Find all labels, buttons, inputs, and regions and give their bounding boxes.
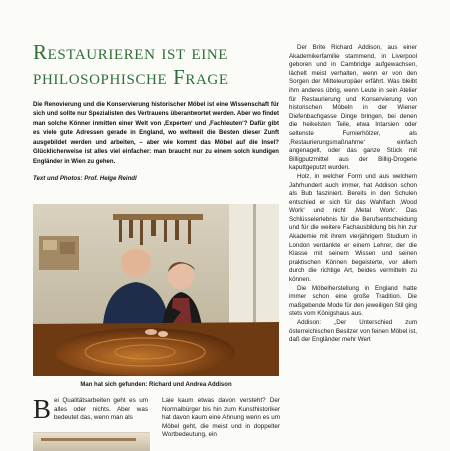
drop-cap: B xyxy=(33,394,52,424)
article-headline xyxy=(33,40,279,90)
author-credit: Text und Photos: Prof. Helge Reindl xyxy=(33,175,137,183)
paragraph: Addison: „Der Unterschied zum österreichischen Besitzer von feinen Möbel ist, daß der Engländer mehr Wert xyxy=(289,319,417,344)
headline-line-1: Restaurieren ist eine xyxy=(33,40,229,64)
workshop-photo xyxy=(33,204,279,376)
body-column-3 xyxy=(289,44,417,345)
photo-illustration xyxy=(33,204,279,376)
headline-line-2: philosophische Frage xyxy=(33,65,229,89)
paragraph: Holz, in welcher Form und aus welchem Jahrhundert auch immer, hat Addison schon als Bub fasziniert. Bereits in den Schulen entschied er sich für das Wahlfach ‚Wood Work‘ und nicht ‚Metal Work‘. Das Schlüsselerlebnis für die Berufsentscheidung und für die weitere Fachausbildung bis hin zur Akademie mit ihrem vierjährigem Studium in London verdankte er einem Lehrer, der die Klasse mit seinem Wissen und seinen praktischen Können begeisterte, vor allem durch die richtige Art, beides vermitteln zu können. xyxy=(289,172,417,284)
paragraph: Die Möbelherstellung in England hatte immer schon eine große Tradition. Die maßgebende Mode für den jeweiligen Stil ging stets vom Königshaus aus. xyxy=(289,284,417,318)
photo-caption: Man hat sich gefunden: Richard und Andrea Addison xyxy=(80,382,232,388)
paragraph: Der Brite Richard Addison, aus einer Akademikerfamilie stammend, in Liverpool geboren und in Cambridge aufgewachsen, lächelt meist verhalten, wenn er von den Sorgen der Mitteleuropäer erfährt. Was bleibt ihm anderes übrig, wenn Leute in sein Atelier für Restaurierung und Konservierung von historischen Möbeln in der Wiener Diefenbachgasse Dinge bringen, bei denen die heikelsten Teile, etwa Intarsien oder seltenste Furnierhölzer, als ‚Restaurierungsmaßnahme‘ einfach angenagelt, oder das ganze Stück mit Billigputzmittel aus der Billig-Drogerie kaputtgeputzt wurden. xyxy=(289,44,417,172)
small-photo xyxy=(33,432,150,451)
body-column-2: Laie kaum etwas davon versteht? Der Normalbürger bis hin zum Kunsthistoriker hat davon kaum eine Ahnung wenn es um Möbel geht, die meist und in doppelter Wortbedeutung, ein xyxy=(162,397,280,439)
lead-paragraph: Die Renovierung und die Konservierung historischer Möbel ist eine Wissenschaft für sich und sollte nur Spezialisten des Vertrauens überantwortet werden. Aber wo findet man solche Könner inmitten einer Welt von ‚Experten‘ und ‚Fachleuten‘? Dafür gibt es viele gute Adressen gerade in England, wo weltweit die Besten dieser Zunft ausgebildet werden und arbeiten, – aber wie kommt das Möbel auf die Insel? Glücklicherweise ist alles viel einfacher: man braucht nur zu einem solch kundigen Engländer in Wien zu gehen. xyxy=(33,102,279,165)
article-header xyxy=(33,40,279,183)
body-column-1 xyxy=(33,394,148,424)
body-column-1-text: ei Qualitätsarbeiten geht es um alles oder nichts. Aber was bedeutet das, wenn man als xyxy=(54,397,148,422)
